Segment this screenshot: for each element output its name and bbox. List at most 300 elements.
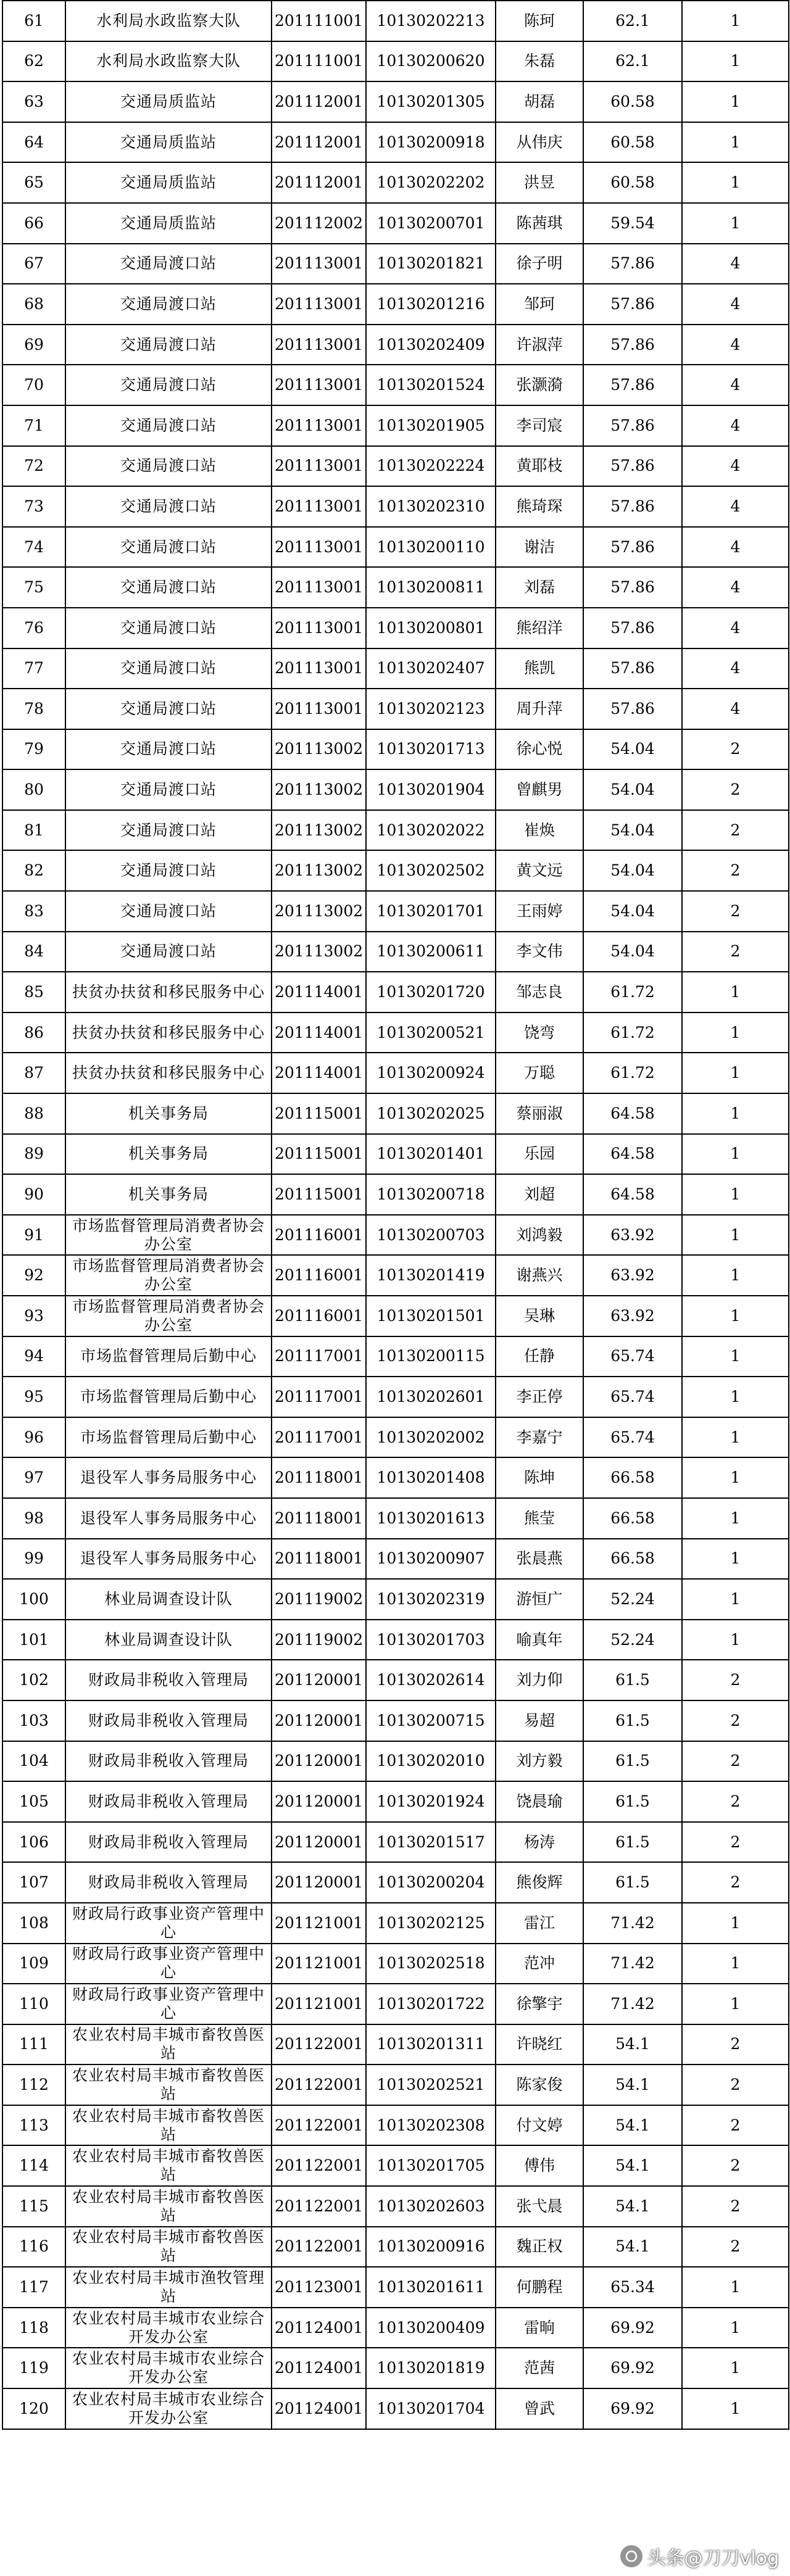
row-number-cell: 106 xyxy=(2,1822,65,1863)
unit-name-cell: 扶贫办扶贫和移民服务中心 xyxy=(65,972,272,1013)
row-number-cell: 118 xyxy=(2,2308,65,2348)
unit-name-cell: 机关事务局 xyxy=(65,1134,272,1175)
row-number-cell: 97 xyxy=(2,1457,65,1498)
table-row xyxy=(2,2227,789,2267)
row-number-cell: 84 xyxy=(2,932,65,972)
quota-cell: 4 xyxy=(682,446,789,487)
candidate-name-cell: 何鹏程 xyxy=(496,2267,583,2308)
exam-number-cell: 10130200110 xyxy=(366,527,496,568)
candidate-name-cell: 李正停 xyxy=(496,1377,583,1417)
unit-name-cell: 财政局行政事业资产管理中心 xyxy=(65,1903,272,1944)
candidate-name-cell: 李嘉宁 xyxy=(496,1417,583,1458)
row-number-cell: 79 xyxy=(2,729,65,770)
position-code-cell: 201111001 xyxy=(272,41,366,82)
table-row xyxy=(2,1903,789,1944)
table-row xyxy=(2,2267,789,2308)
unit-name-cell: 交通局渡口站 xyxy=(65,325,272,365)
exam-number-cell: 10130201305 xyxy=(366,81,496,122)
position-code-cell: 201117001 xyxy=(272,1377,366,1417)
position-code-cell: 201118001 xyxy=(272,1457,366,1498)
candidate-name-cell: 饶弯 xyxy=(496,1013,583,1053)
candidate-name-cell: 万聪 xyxy=(496,1053,583,1093)
position-code-cell: 201112001 xyxy=(272,81,366,122)
quota-cell: 1 xyxy=(682,1903,789,1944)
score-cell: 57.86 xyxy=(583,244,682,284)
score-cell: 54.1 xyxy=(583,2186,682,2227)
quota-cell: 2 xyxy=(682,2065,789,2105)
exam-number-cell: 10130202025 xyxy=(366,1093,496,1134)
quota-cell: 1 xyxy=(682,1174,789,1215)
score-cell: 64.58 xyxy=(583,1174,682,1215)
position-code-cell: 201113002 xyxy=(272,850,366,891)
unit-name-cell: 市场监督管理局后勤中心 xyxy=(65,1336,272,1377)
unit-name-cell: 农业农村局丰城市畜牧兽医站 xyxy=(65,2145,272,2186)
score-cell: 63.92 xyxy=(583,1215,682,1256)
unit-name-cell: 市场监督管理局后勤中心 xyxy=(65,1377,272,1417)
score-cell: 60.58 xyxy=(583,162,682,203)
exam-number-cell: 10130201704 xyxy=(366,2388,496,2429)
score-cell: 63.92 xyxy=(583,1255,682,1296)
exam-number-cell: 10130200521 xyxy=(366,1013,496,1053)
row-number-cell: 92 xyxy=(2,1255,65,1296)
quota-cell: 4 xyxy=(682,608,789,648)
position-code-cell: 201113001 xyxy=(272,486,366,527)
position-code-cell: 201115001 xyxy=(272,1134,366,1175)
row-number-cell: 76 xyxy=(2,608,65,648)
unit-name-cell: 交通局渡口站 xyxy=(65,567,272,608)
row-number-cell: 70 xyxy=(2,365,65,405)
position-code-cell: 201113002 xyxy=(272,810,366,851)
table-row xyxy=(2,648,789,689)
unit-name-cell: 水利局水政监察大队 xyxy=(65,41,272,82)
table-row xyxy=(2,365,789,405)
table-row xyxy=(2,486,789,527)
candidate-name-cell: 喻真年 xyxy=(496,1620,583,1660)
candidate-name-cell: 张晨燕 xyxy=(496,1539,583,1580)
unit-name-cell: 交通局质监站 xyxy=(65,81,272,122)
score-cell: 65.34 xyxy=(583,2267,682,2308)
candidate-name-cell: 徐心悦 xyxy=(496,729,583,770)
quota-cell: 2 xyxy=(682,1781,789,1822)
candidate-name-cell: 蔡丽淑 xyxy=(496,1093,583,1134)
score-cell: 71.42 xyxy=(583,1903,682,1944)
exam-number-cell: 10130200620 xyxy=(366,41,496,82)
table-row xyxy=(2,2024,789,2065)
score-cell: 71.42 xyxy=(583,1984,682,2024)
score-cell: 57.86 xyxy=(583,527,682,568)
exam-number-cell: 10130202319 xyxy=(366,1579,496,1620)
table-row xyxy=(2,1944,789,1984)
quota-cell: 4 xyxy=(682,244,789,284)
candidate-name-cell: 邹志良 xyxy=(496,972,583,1013)
score-cell: 54.04 xyxy=(583,810,682,851)
quota-cell: 4 xyxy=(682,365,789,405)
candidate-name-cell: 刘方毅 xyxy=(496,1741,583,1782)
candidate-name-cell: 从伟庆 xyxy=(496,122,583,163)
unit-name-cell: 农业农村局丰城市农业综合开发办公室 xyxy=(65,2308,272,2348)
watermark xyxy=(620,2543,780,2570)
row-number-cell: 98 xyxy=(2,1498,65,1539)
quota-cell: 1 xyxy=(682,1336,789,1377)
score-cell: 65.74 xyxy=(583,1377,682,1417)
quota-cell: 2 xyxy=(682,1700,789,1741)
unit-name-cell: 农业农村局丰城市畜牧兽医站 xyxy=(65,2024,272,2065)
table-row xyxy=(2,1417,789,1458)
candidate-name-cell: 吴琳 xyxy=(496,1296,583,1336)
table-row xyxy=(2,1296,789,1336)
position-code-cell: 201117001 xyxy=(272,1417,366,1458)
table-row xyxy=(2,2065,789,2105)
table-row xyxy=(2,41,789,82)
row-number-cell: 96 xyxy=(2,1417,65,1458)
table-row xyxy=(2,1093,789,1134)
candidate-name-cell: 邹珂 xyxy=(496,284,583,325)
exam-number-cell: 10130202518 xyxy=(366,1944,496,1984)
row-number-cell: 80 xyxy=(2,769,65,810)
row-number-cell: 99 xyxy=(2,1539,65,1580)
score-cell: 61.72 xyxy=(583,972,682,1013)
exam-number-cell: 10130202603 xyxy=(366,2186,496,2227)
position-code-cell: 201113002 xyxy=(272,891,366,932)
exam-number-cell: 10130200811 xyxy=(366,567,496,608)
score-cell: 54.04 xyxy=(583,850,682,891)
position-code-cell: 201116001 xyxy=(272,1215,366,1256)
exam-number-cell: 10130202308 xyxy=(366,2105,496,2146)
quota-cell: 1 xyxy=(682,2348,789,2388)
quota-cell: 2 xyxy=(682,769,789,810)
position-code-cell: 201122001 xyxy=(272,2186,366,2227)
candidate-name-cell: 陈家俊 xyxy=(496,2065,583,2105)
table-row xyxy=(2,1457,789,1498)
table-row xyxy=(2,2348,789,2388)
row-number-cell: 116 xyxy=(2,2227,65,2267)
quota-cell: 1 xyxy=(682,2308,789,2348)
candidate-name-cell: 王雨婷 xyxy=(496,891,583,932)
unit-name-cell: 农业农村局丰城市农业综合开发办公室 xyxy=(65,2348,272,2388)
score-cell: 57.86 xyxy=(583,689,682,729)
row-number-cell: 81 xyxy=(2,810,65,851)
row-number-cell: 103 xyxy=(2,1700,65,1741)
row-number-cell: 120 xyxy=(2,2388,65,2429)
row-number-cell: 112 xyxy=(2,2065,65,2105)
score-cell: 57.86 xyxy=(583,608,682,648)
candidate-name-cell: 曾武 xyxy=(496,2388,583,2429)
table-row xyxy=(2,2105,789,2146)
position-code-cell: 201122001 xyxy=(272,2024,366,2065)
position-code-cell: 201112001 xyxy=(272,122,366,163)
score-cell: 57.86 xyxy=(583,486,682,527)
position-code-cell: 201122001 xyxy=(272,2145,366,2186)
table-row xyxy=(2,1174,789,1215)
position-code-cell: 201115001 xyxy=(272,1174,366,1215)
quota-cell: 1 xyxy=(682,41,789,82)
table-row xyxy=(2,405,789,446)
exam-number-cell: 10130201905 xyxy=(366,405,496,446)
row-number-cell: 119 xyxy=(2,2348,65,2388)
exam-number-cell: 10130200701 xyxy=(366,203,496,244)
row-number-cell: 73 xyxy=(2,486,65,527)
exam-number-cell: 10130202614 xyxy=(366,1660,496,1700)
table-row xyxy=(2,850,789,891)
exam-number-cell: 10130202601 xyxy=(366,1377,496,1417)
score-cell: 62.1 xyxy=(583,41,682,82)
exam-number-cell: 10130200204 xyxy=(366,1862,496,1903)
position-code-cell: 201113001 xyxy=(272,527,366,568)
candidate-name-cell: 熊莹 xyxy=(496,1498,583,1539)
row-number-cell: 66 xyxy=(2,203,65,244)
quota-cell: 1 xyxy=(682,1377,789,1417)
quota-cell: 2 xyxy=(682,2227,789,2267)
exam-number-cell: 10130201419 xyxy=(366,1255,496,1296)
position-code-cell: 201111001 xyxy=(272,1,366,41)
unit-name-cell: 交通局渡口站 xyxy=(65,446,272,487)
unit-name-cell: 农业农村局丰城市农业综合开发办公室 xyxy=(65,2388,272,2429)
unit-name-cell: 交通局渡口站 xyxy=(65,729,272,770)
unit-name-cell: 交通局渡口站 xyxy=(65,648,272,689)
unit-name-cell: 退役军人事务局服务中心 xyxy=(65,1457,272,1498)
unit-name-cell: 财政局行政事业资产管理中心 xyxy=(65,1944,272,1984)
quota-cell: 4 xyxy=(682,486,789,527)
quota-cell: 1 xyxy=(682,1134,789,1175)
unit-name-cell: 财政局非税收入管理局 xyxy=(65,1822,272,1863)
table-row xyxy=(2,1498,789,1539)
table-row xyxy=(2,810,789,851)
watermark-text: 头条@刀刀vlog xyxy=(647,2548,779,2569)
unit-name-cell: 农业农村局丰城市畜牧兽医站 xyxy=(65,2065,272,2105)
quota-cell: 4 xyxy=(682,567,789,608)
exam-number-cell: 10130200916 xyxy=(366,2227,496,2267)
table-row xyxy=(2,932,789,972)
table-row xyxy=(2,2308,789,2348)
quota-cell: 4 xyxy=(682,405,789,446)
row-number-cell: 75 xyxy=(2,567,65,608)
candidate-name-cell: 张弋晨 xyxy=(496,2186,583,2227)
score-cell: 61.5 xyxy=(583,1700,682,1741)
score-cell: 66.58 xyxy=(583,1539,682,1580)
quota-cell: 2 xyxy=(682,2024,789,2065)
candidate-name-cell: 刘超 xyxy=(496,1174,583,1215)
candidate-name-cell: 黄文远 xyxy=(496,850,583,891)
candidate-name-cell: 范茜 xyxy=(496,2348,583,2388)
exam-number-cell: 10130201611 xyxy=(366,2267,496,2308)
score-cell: 54.1 xyxy=(583,2105,682,2146)
row-number-cell: 65 xyxy=(2,162,65,203)
quota-cell: 1 xyxy=(682,1053,789,1093)
position-code-cell: 201117001 xyxy=(272,1336,366,1377)
position-code-cell: 201113001 xyxy=(272,608,366,648)
quota-cell: 2 xyxy=(682,1862,789,1903)
table-row xyxy=(2,1013,789,1053)
row-number-cell: 113 xyxy=(2,2105,65,2146)
row-number-cell: 100 xyxy=(2,1579,65,1620)
score-cell: 61.5 xyxy=(583,1741,682,1782)
candidate-name-cell: 谢燕兴 xyxy=(496,1255,583,1296)
quota-cell: 2 xyxy=(682,932,789,972)
unit-name-cell: 交通局渡口站 xyxy=(65,527,272,568)
position-code-cell: 201113001 xyxy=(272,405,366,446)
quota-cell: 1 xyxy=(682,1984,789,2024)
table-row xyxy=(2,891,789,932)
position-code-cell: 201124001 xyxy=(272,2388,366,2429)
score-cell: 71.42 xyxy=(583,1944,682,1984)
candidate-name-cell: 崔焕 xyxy=(496,810,583,851)
unit-name-cell: 交通局渡口站 xyxy=(65,891,272,932)
position-code-cell: 201114001 xyxy=(272,1013,366,1053)
exam-number-cell: 10130200611 xyxy=(366,932,496,972)
quota-cell: 1 xyxy=(682,81,789,122)
candidate-name-cell: 陈茜琪 xyxy=(496,203,583,244)
position-code-cell: 201116001 xyxy=(272,1296,366,1336)
unit-name-cell: 交通局渡口站 xyxy=(65,932,272,972)
table-row xyxy=(2,608,789,648)
row-number-cell: 115 xyxy=(2,2186,65,2227)
unit-name-cell: 交通局质监站 xyxy=(65,203,272,244)
position-code-cell: 201113001 xyxy=(272,325,366,365)
exam-number-cell: 10130202409 xyxy=(366,325,496,365)
table-row xyxy=(2,1579,789,1620)
unit-name-cell: 退役军人事务局服务中心 xyxy=(65,1498,272,1539)
exam-number-cell: 10130202123 xyxy=(366,689,496,729)
quota-cell: 2 xyxy=(682,1741,789,1782)
exam-number-cell: 10130202224 xyxy=(366,446,496,487)
score-cell: 57.86 xyxy=(583,284,682,325)
row-number-cell: 77 xyxy=(2,648,65,689)
exam-number-cell: 10130201819 xyxy=(366,2348,496,2388)
quota-cell: 1 xyxy=(682,1093,789,1134)
exam-number-cell: 10130200409 xyxy=(366,2308,496,2348)
table-row xyxy=(2,1781,789,1822)
row-number-cell: 93 xyxy=(2,1296,65,1336)
exam-number-cell: 10130201216 xyxy=(366,284,496,325)
exam-number-cell: 10130201705 xyxy=(366,2145,496,2186)
unit-name-cell: 交通局渡口站 xyxy=(65,486,272,527)
table-row xyxy=(2,1377,789,1417)
quota-cell: 2 xyxy=(682,729,789,770)
row-number-cell: 86 xyxy=(2,1013,65,1053)
score-cell: 61.5 xyxy=(583,1862,682,1903)
row-number-cell: 110 xyxy=(2,1984,65,2024)
candidate-name-cell: 熊琦琛 xyxy=(496,486,583,527)
position-code-cell: 201114001 xyxy=(272,1053,366,1093)
candidate-name-cell: 徐擎宇 xyxy=(496,1984,583,2024)
quota-cell: 2 xyxy=(682,2186,789,2227)
score-cell: 65.74 xyxy=(583,1417,682,1458)
exam-number-cell: 10130202407 xyxy=(366,648,496,689)
exam-number-cell: 10130202213 xyxy=(366,1,496,41)
candidate-name-cell: 杨涛 xyxy=(496,1822,583,1863)
table-row xyxy=(2,325,789,365)
table-row xyxy=(2,1741,789,1782)
score-cell: 64.58 xyxy=(583,1093,682,1134)
quota-cell: 1 xyxy=(682,1,789,41)
quota-cell: 2 xyxy=(682,2145,789,2186)
quota-cell: 1 xyxy=(682,2267,789,2308)
table-row xyxy=(2,527,789,568)
position-code-cell: 201115001 xyxy=(272,1093,366,1134)
candidate-name-cell: 许淑萍 xyxy=(496,325,583,365)
exam-number-cell: 10130200703 xyxy=(366,1215,496,1256)
score-cell: 54.1 xyxy=(583,2227,682,2267)
exam-number-cell: 10130202521 xyxy=(366,2065,496,2105)
score-cell: 54.1 xyxy=(583,2065,682,2105)
candidate-name-cell: 刘力仰 xyxy=(496,1660,583,1700)
unit-name-cell: 水利局水政监察大队 xyxy=(65,1,272,41)
candidate-name-cell: 易超 xyxy=(496,1700,583,1741)
candidate-name-cell: 刘磊 xyxy=(496,567,583,608)
exam-number-cell: 10130201311 xyxy=(366,2024,496,2065)
unit-name-cell: 交通局渡口站 xyxy=(65,365,272,405)
score-cell: 60.58 xyxy=(583,81,682,122)
row-number-cell: 90 xyxy=(2,1174,65,1215)
table-row xyxy=(2,1862,789,1903)
unit-name-cell: 扶贫办扶贫和移民服务中心 xyxy=(65,1053,272,1093)
score-cell: 61.5 xyxy=(583,1660,682,1700)
quota-cell: 4 xyxy=(682,689,789,729)
score-cell: 54.04 xyxy=(583,769,682,810)
score-cell: 61.72 xyxy=(583,1053,682,1093)
unit-name-cell: 财政局非税收入管理局 xyxy=(65,1700,272,1741)
quota-cell: 1 xyxy=(682,1296,789,1336)
unit-name-cell: 农业农村局丰城市畜牧兽医站 xyxy=(65,2227,272,2267)
score-cell: 63.92 xyxy=(583,1296,682,1336)
quota-cell: 1 xyxy=(682,1944,789,1984)
unit-name-cell: 交通局渡口站 xyxy=(65,244,272,284)
table-row xyxy=(2,446,789,487)
score-cell: 62.1 xyxy=(583,1,682,41)
score-cell: 57.86 xyxy=(583,325,682,365)
table-row xyxy=(2,1660,789,1700)
quota-cell: 1 xyxy=(682,1457,789,1498)
quota-cell: 1 xyxy=(682,1620,789,1660)
candidate-name-cell: 傅伟 xyxy=(496,2145,583,2186)
quota-cell: 1 xyxy=(682,203,789,244)
unit-name-cell: 财政局非税收入管理局 xyxy=(65,1741,272,1782)
position-code-cell: 201119002 xyxy=(272,1620,366,1660)
unit-name-cell: 财政局非税收入管理局 xyxy=(65,1781,272,1822)
position-code-cell: 201112001 xyxy=(272,162,366,203)
position-code-cell: 201120001 xyxy=(272,1660,366,1700)
score-cell: 61.5 xyxy=(583,1822,682,1863)
unit-name-cell: 市场监督管理局后勤中心 xyxy=(65,1417,272,1458)
table-row xyxy=(2,972,789,1013)
candidate-name-cell: 饶晨瑜 xyxy=(496,1781,583,1822)
unit-name-cell: 交通局质监站 xyxy=(65,122,272,163)
score-cell: 54.04 xyxy=(583,932,682,972)
candidate-name-cell: 刘鸿毅 xyxy=(496,1215,583,1256)
candidate-name-cell: 曾麒男 xyxy=(496,769,583,810)
unit-name-cell: 市场监督管理局消费者协会办公室 xyxy=(65,1296,272,1336)
table-row xyxy=(2,1620,789,1660)
results-table-body xyxy=(2,1,789,2429)
exam-number-cell: 10130200924 xyxy=(366,1053,496,1093)
row-number-cell: 88 xyxy=(2,1093,65,1134)
results-table xyxy=(2,0,789,2430)
table-row xyxy=(2,2145,789,2186)
position-code-cell: 201122001 xyxy=(272,2227,366,2267)
row-number-cell: 94 xyxy=(2,1336,65,1377)
exam-number-cell: 10130201613 xyxy=(366,1498,496,1539)
score-cell: 54.04 xyxy=(583,729,682,770)
table-row xyxy=(2,284,789,325)
row-number-cell: 74 xyxy=(2,527,65,568)
row-number-cell: 105 xyxy=(2,1781,65,1822)
unit-name-cell: 扶贫办扶贫和移民服务中心 xyxy=(65,1013,272,1053)
unit-name-cell: 机关事务局 xyxy=(65,1093,272,1134)
row-number-cell: 64 xyxy=(2,122,65,163)
row-number-cell: 69 xyxy=(2,325,65,365)
row-number-cell: 72 xyxy=(2,446,65,487)
score-cell: 65.74 xyxy=(583,1336,682,1377)
